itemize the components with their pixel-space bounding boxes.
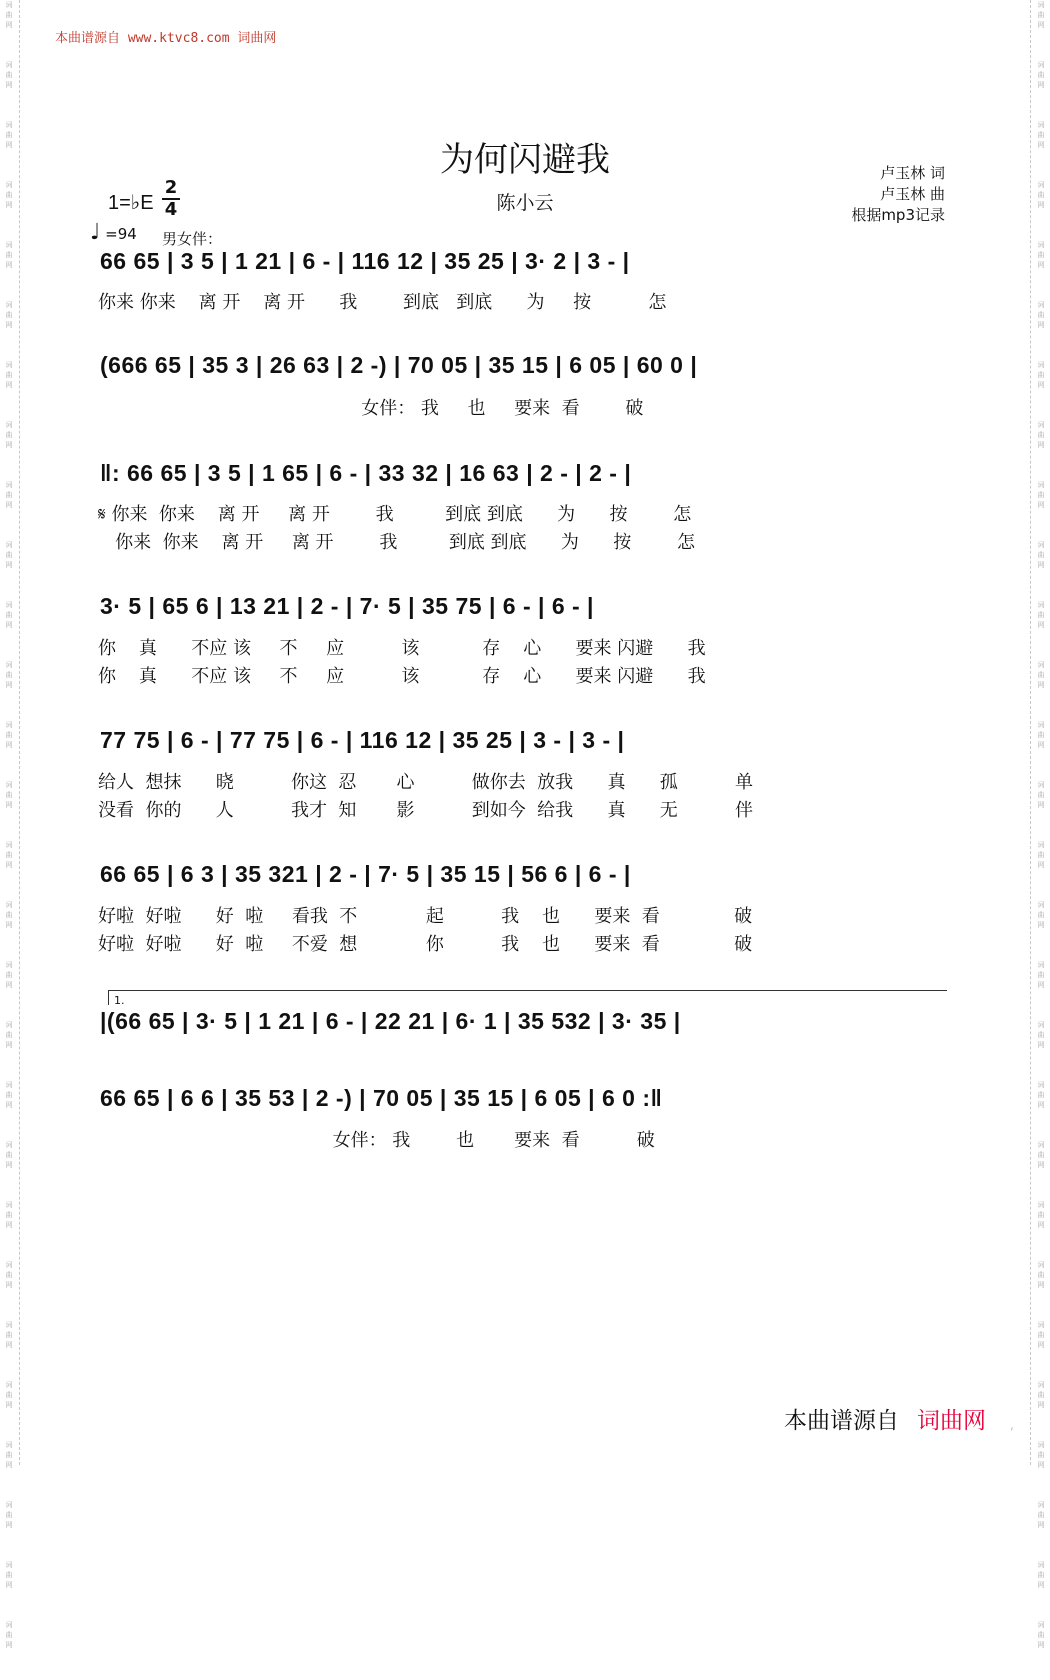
lyric-line: 你 真 不应 该 不 应 该 存 心 要来 闪避 我 xyxy=(98,638,706,659)
right-cut-line xyxy=(1030,0,1031,1465)
watermark-glyph: 词 曲 网 xyxy=(5,421,13,449)
time-signature-bottom: 4 xyxy=(164,199,178,220)
watermark-glyph: 词 曲 网 xyxy=(1037,1561,1045,1589)
watermark-glyph: 词 曲 网 xyxy=(1037,301,1045,329)
notation-line: (666 65 | 35 3 | 26 63 | 2 -) | 70 05 | 35 15 | 6 05 | 60 0 | xyxy=(100,352,698,378)
footer-prefix: 本曲谱源自 xyxy=(784,1408,899,1434)
watermark-glyph: 词 曲 网 xyxy=(5,481,13,509)
quarter-note-icon: ♩ xyxy=(90,220,101,245)
watermark-glyph: 词 曲 网 xyxy=(5,781,13,809)
singer: 陈小云 xyxy=(496,192,554,214)
lyric-line: 你来 你来 离 开 离 开 我 到底 到底 为 按 怎 xyxy=(98,292,667,313)
key-signature: 1=♭E xyxy=(108,192,154,214)
watermark-glyph: 词 曲 网 xyxy=(5,1561,13,1589)
tempo-value: =94 xyxy=(105,225,137,243)
watermark-glyph: 词 曲 网 xyxy=(1037,721,1045,749)
transcription-note: 根据mp3记录 xyxy=(851,206,945,224)
watermark-glyph: 词 曲 网 xyxy=(1037,901,1045,929)
watermark-glyph: 词 曲 网 xyxy=(1037,1381,1045,1409)
watermark-glyph: 词 曲 网 xyxy=(5,1081,13,1109)
left-watermark-strip xyxy=(2,0,16,1649)
part-label: 男女伴： xyxy=(162,230,223,248)
watermark-glyph: 词 曲 网 xyxy=(5,961,13,989)
watermark-glyph: 词 曲 网 xyxy=(5,1141,13,1169)
watermark-glyph: 词 曲 网 xyxy=(1037,1081,1045,1109)
lyric-line: 你来 你来 离 开 离 开 我 到底 到底 为 按 怎 xyxy=(98,532,695,553)
watermark-glyph: 词 曲 网 xyxy=(1037,541,1045,569)
watermark-glyph: 词 曲 网 xyxy=(5,1501,13,1529)
notation-line: 66 65 | 6 3 | 35 321 | 2 - | 7· 5 | 35 15 | 56 6 | 6 - | xyxy=(100,861,631,887)
watermark-glyph: 词 曲 网 xyxy=(1037,1201,1045,1229)
lyric-line: 女伴： 我 也 要来 看 破 xyxy=(98,1130,655,1151)
notation-line: 66 65 | 3 5 | 1 21 | 6 - | 116 12 | 35 25 | 3· 2 | 3 - | xyxy=(100,248,630,274)
lyricist-credit: 卢玉林 词 xyxy=(880,164,945,182)
lyric-line: 𝄋 你来 你来 离 开 离 开 我 到底 到底 为 按 怎 xyxy=(98,504,692,525)
watermark-glyph: 词 曲 网 xyxy=(1037,1501,1045,1529)
watermark-glyph: 词 曲 网 xyxy=(1037,1,1045,29)
footer-site: 词曲网 xyxy=(917,1408,986,1434)
footer-source xyxy=(784,1402,986,1435)
watermark-glyph: 词 曲 网 xyxy=(5,121,13,149)
notation-line: 66 65 | 6 6 | 35 53 | 2 -) | 70 05 | 35 15 | 6 05 | 6 0 :‖ xyxy=(100,1085,663,1111)
watermark-glyph: 词 曲 网 xyxy=(1037,481,1045,509)
watermark-glyph: 词 曲 网 xyxy=(5,361,13,389)
notation-line: 77 75 | 6 - | 77 75 | 6 - | 116 12 | 35 25 | 3 - | 3 - | xyxy=(100,727,625,753)
watermark-glyph: 词 曲 网 xyxy=(1037,121,1045,149)
watermark-glyph: 词 曲 网 xyxy=(5,1321,13,1349)
watermark-glyph: 词 曲 网 xyxy=(5,181,13,209)
watermark-glyph: 词 曲 网 xyxy=(5,1021,13,1049)
watermark-glyph: 词 曲 网 xyxy=(1037,781,1045,809)
watermark-glyph: 词 曲 网 xyxy=(1037,1021,1045,1049)
notation-line: ‖: 66 65 | 3 5 | 1 65 | 6 - | 33 32 | 16 63 | 2 - | 2 - | xyxy=(100,460,632,486)
lyric-line: 没看 你的 人 我才 知 影 到如今 给我 真 无 伴 xyxy=(98,800,754,821)
watermark-glyph: 词 曲 网 xyxy=(1037,361,1045,389)
volta-label: 1. xyxy=(114,994,125,1007)
notation-line: |(66 65 | 3· 5 | 1 21 | 6 - | 22 21 | 6· 1 | 35 532 | 3· 35 | xyxy=(100,1008,681,1034)
volta-bracket xyxy=(108,990,947,1005)
watermark-glyph: 词 曲 网 xyxy=(1037,1321,1045,1349)
watermark-glyph: 词 曲 网 xyxy=(5,661,13,689)
watermark-glyph: 词 曲 网 xyxy=(1037,1261,1045,1289)
lyric-line: 女伴： 我 也 要来 看 破 xyxy=(98,398,644,419)
watermark-glyph: 词 曲 网 xyxy=(5,1441,13,1469)
tempo-marking xyxy=(90,220,137,245)
watermark-glyph: 词 曲 网 xyxy=(5,1621,13,1649)
watermark-glyph: 词 曲 网 xyxy=(5,1381,13,1409)
watermark-glyph: 词 曲 网 xyxy=(5,61,13,89)
watermark-glyph: 词 曲 网 xyxy=(5,721,13,749)
watermark-glyph: 词 曲 网 xyxy=(5,841,13,869)
watermark-glyph: 词 曲 网 xyxy=(1037,1441,1045,1469)
watermark-glyph: 词 曲 网 xyxy=(1037,601,1045,629)
watermark-glyph: 词 曲 网 xyxy=(5,1201,13,1229)
notation-line: 3· 5 | 65 6 | 13 21 | 2 - | 7· 5 | 35 75 | 6 - | 6 - | xyxy=(100,593,594,619)
watermark-glyph: 词 曲 网 xyxy=(1037,841,1045,869)
watermark-glyph: 词 曲 网 xyxy=(5,301,13,329)
watermark-glyph: 词 曲 网 xyxy=(5,541,13,569)
composer-credit: 卢玉林 曲 xyxy=(880,185,945,203)
watermark-glyph: 词 曲 网 xyxy=(1037,661,1045,689)
watermark-glyph: 词 曲 网 xyxy=(5,601,13,629)
watermark-glyph: 词 曲 网 xyxy=(5,901,13,929)
watermark-glyph: 词 曲 网 xyxy=(1037,1141,1045,1169)
watermark-glyph: 词 曲 网 xyxy=(1037,961,1045,989)
watermark-glyph: 词 曲 网 xyxy=(1037,181,1045,209)
lyric-line: 好啦 好啦 好 啦 看我 不 起 我 也 要来 看 破 xyxy=(98,906,753,927)
time-signature xyxy=(162,178,180,220)
lyric-line: 好啦 好啦 好 啦 不爱 想 你 我 也 要来 看 破 xyxy=(98,934,753,955)
watermark-glyph: 词 曲 网 xyxy=(1037,241,1045,269)
watermark-glyph: 词 曲 网 xyxy=(1037,61,1045,89)
time-signature-top: 2 xyxy=(162,178,180,200)
watermark-glyph: 词 曲 网 xyxy=(5,1261,13,1289)
song-title: 为何闪避我 xyxy=(440,140,610,180)
watermark-glyph: 词 曲 网 xyxy=(5,241,13,269)
lyric-line: 给人 想抹 晓 你这 忍 心 做你去 放我 真 孤 单 xyxy=(98,772,754,793)
watermark-glyph: 词 曲 网 xyxy=(1037,1621,1045,1649)
header-source: 本曲谱源自 www.ktvc8.com 词曲网 xyxy=(55,31,277,46)
left-cut-line xyxy=(19,0,20,1465)
lyric-line: 你 真 不应 该 不 应 该 存 心 要来 闪避 我 xyxy=(98,666,706,687)
watermark-glyph: 词 曲 网 xyxy=(5,1,13,29)
corner-mark: , xyxy=(1010,1418,1014,1432)
watermark-glyph: 词 曲 网 xyxy=(1037,421,1045,449)
right-watermark-strip xyxy=(1034,0,1048,1649)
